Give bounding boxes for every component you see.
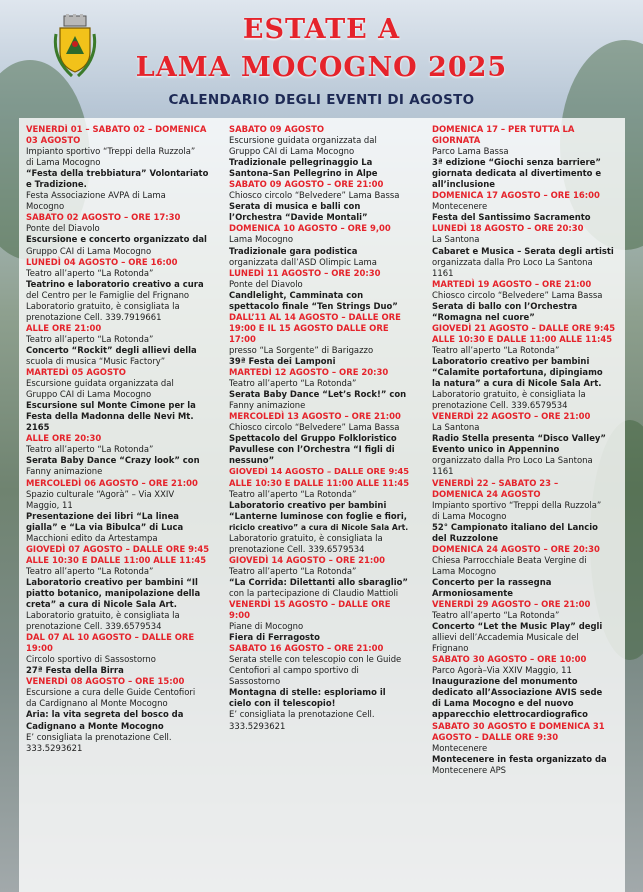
event-info-line: 333.5293621 <box>229 720 286 731</box>
event-date-line: 9:00 <box>229 610 250 621</box>
event-info-line: Gruppo CAI di Lama Mocogno <box>229 146 355 157</box>
event-info-line: Lama Mocogno <box>229 234 294 245</box>
event-title-line: “Festa della trebbiatura” Volontariato <box>26 168 209 179</box>
event-title-line: giornata dedicata al divertimento e <box>432 168 602 179</box>
event-date-line: DOMENICA 17 – PER TUTTA LA <box>432 124 575 134</box>
event-info-line: Maggio, 11 <box>26 499 73 510</box>
event-title-line: 3ª edizione “Giochi senza barriere” <box>432 157 601 168</box>
event-title-line: Laboratorio creativo per bambini “Il <box>26 576 198 587</box>
event-date-line: GIOVEDÌ 14 AGOSTO – ORE 21:00 <box>229 554 386 565</box>
event-title-line: 39ª Festa dei Lamponi <box>229 355 336 366</box>
event-date-line: AGOSTO – DALLE ORE 9:30 <box>432 731 559 742</box>
event-date-line: SABATO 02 AGOSTO – ORE 17:30 <box>26 212 181 223</box>
event-info-line: Festa Associazione AVPA di Lama <box>26 190 166 201</box>
event-title-line: Pavullese con l’Orchestra “I figli di <box>229 444 395 455</box>
event-title-line: all’inclusione <box>432 179 495 190</box>
event-date-line: GIORNATA <box>432 135 481 146</box>
event-info-line: E’ consigliata la prenotazione Cell. <box>229 709 375 720</box>
event-info-line: Laboratorio gratuito, è consigliata la <box>229 532 383 543</box>
event-title-line: 52° Campionato italiano del Lancio <box>432 521 598 532</box>
event-info-line: 333.5293621 <box>26 742 83 753</box>
event-date-line: LUNEDÌ 18 AGOSTO – ORE 20:30 <box>432 223 584 234</box>
event-date-line: SABATO 30 AGOSTO – ORE 10:00 <box>432 654 587 665</box>
event-date-line: MARTEDÌ 05 AGOSTO <box>26 367 126 378</box>
event-date-line: SABATO 09 AGOSTO – ORE 21:00 <box>229 179 384 190</box>
event-date-line: DOMENICA 17 AGOSTO – ORE 16:00 <box>432 190 600 201</box>
event-title-line: gialla” e “La via Bibulca” di Luca <box>26 521 184 532</box>
event-info-line: da Cardignano al Monte Mocogno <box>26 698 168 709</box>
event-title-line: e Tradizione. <box>26 179 87 190</box>
event-title-line: riciclo creativo” a cura di Nicole Sala Art. <box>229 522 409 532</box>
event-info-line: Teatro all’aperto “La Rotonda” <box>26 267 154 278</box>
event-info-line: Circolo sportivo di Sassostorno <box>26 654 156 665</box>
event-info-line: Fanny animazione <box>26 466 103 477</box>
event-info-line: prenotazione Cell. 339.6579534 <box>26 621 162 632</box>
event-title-line: 27ª Festa della Birra <box>26 665 124 676</box>
event-title-line: Festa della Madonna delle Nevi Mt. <box>26 411 194 422</box>
event-date-line: MARTEDÌ 19 AGOSTO – ORE 21:00 <box>432 278 592 289</box>
event-info-line: Ponte del Diavolo <box>26 223 100 234</box>
event-title-line: Evento unico in Appennino <box>432 444 560 455</box>
event-title-line: Serata Baby Dance “Let’s Rock!” con <box>229 389 407 400</box>
event-title-line: Serata di musica e balli con <box>229 201 361 212</box>
event-info-line: 1161 <box>432 466 454 477</box>
event-title-line: Fiera di Ferragosto <box>229 632 320 643</box>
event-date-line: SABATO 16 AGOSTO – ORE 21:00 <box>229 643 384 654</box>
event-info-line: Teatro all’aperto “La Rotonda” <box>229 378 357 389</box>
event-info-line: Laboratorio gratuito, è consigliata la <box>432 389 586 400</box>
event-title-line: Concerto “Rockit” degli allievi della <box>26 344 197 355</box>
event-date-line: ALLE ORE 20:30 <box>26 433 102 444</box>
event-info-line: Macchioni edito da Artestampa <box>26 532 158 543</box>
event-title-line: “Romagna nel cuore” <box>432 311 535 322</box>
event-info-line: Centofiori al campo sportivo di <box>229 665 359 676</box>
event-info-line: organizzato dalla Pro Loco La Santona <box>432 455 593 466</box>
event-info-line: Spazio culturale “Agorà” – Via XXIV <box>26 488 175 499</box>
event-date-line: LUNEDÌ 04 AGOSTO – ORE 16:00 <box>26 256 178 267</box>
event-title-line: del Ruzzolone <box>432 532 499 543</box>
event-info-line: Gruppo CAI di Lama Mocogno <box>26 389 152 400</box>
event-title-line: creta” a cura di Nicole Sala Art. <box>26 599 177 610</box>
event-info-line: scuola di musica “Music Factory” <box>26 355 166 366</box>
event-title-line: Spettacolo del Gruppo Folkloristico <box>229 433 397 444</box>
event-date-line: SABATO 30 AGOSTO E DOMENICA 31 <box>432 720 605 731</box>
event-info-line: prenotazione Cell. 339.6579534 <box>229 543 365 554</box>
event-title-line: Aria: la vita segreta del bosco da <box>26 709 184 720</box>
event-info-line: Piane di Mocogno <box>229 621 304 632</box>
event-date-line: DOMENICA 24 AGOSTO – ORE 20:30 <box>432 543 600 554</box>
event-date-line: DALL’11 AL 14 AGOSTO – DALLE ORE <box>229 311 401 322</box>
events-column-2 <box>229 124 411 892</box>
event-info-line: Fanny animazione <box>229 400 306 411</box>
event-info-line: Gruppo CAI di Lama Mocogno <box>26 245 152 256</box>
event-info-line: Montecenere APS <box>432 764 507 775</box>
event-info-line: E’ consigliata la prenotazione Cell. <box>26 731 172 742</box>
event-info-line: prenotazione Cell. 339.6579534 <box>432 400 568 411</box>
event-date-line: 19:00 <box>26 643 53 654</box>
event-info-line: Impianto sportivo “Treppi della Ruzzola” <box>26 146 196 157</box>
event-info-line: Teatro all’aperto “La Rotonda” <box>229 565 357 576</box>
event-info-line: prenotazione Cell. 339.7919661 <box>26 311 162 322</box>
event-info-line: di Lama Mocogno <box>432 510 507 521</box>
event-title-line: Concerto per la rassegna <box>432 576 552 587</box>
event-title-line: Presentazione dei libri “La linea <box>26 510 179 521</box>
event-title-line: Inaugurazione del monumento <box>432 676 578 687</box>
event-info-line: Teatro all’aperto “La Rotonda” <box>26 333 154 344</box>
event-title-line: Tradizionale gara podistica <box>229 245 358 256</box>
event-date-line: 03 AGOSTO <box>26 135 81 146</box>
event-title-line: cielo con il telescopio! <box>229 698 336 709</box>
subtitle: CALENDARIO DEGLI EVENTI DI AGOSTO <box>168 92 475 108</box>
event-title-line: “Lanterne luminose con foglie e fiori, <box>229 510 407 521</box>
event-info-line: Escursione guidata organizzata dal <box>26 378 174 389</box>
event-info-line: organizzata dall’ASD Olimpic Lama <box>229 256 377 267</box>
event-title-line: nessuno” <box>229 455 275 466</box>
event-date-line: DOMENICA 24 AGOSTO <box>432 488 541 499</box>
event-info-line: con la partecipazione di Claudio Mattioli <box>229 587 399 598</box>
event-date-line: VENERDÌ 22 AGOSTO – ORE 21:00 <box>432 411 591 422</box>
event-info-line: organizzata dalla Pro Loco La Santona <box>432 256 593 267</box>
event-date-line: ALLE 10:30 E DALLE 11:00 ALLE 11:45 <box>26 554 207 565</box>
event-date-line: SABATO 09 AGOSTO <box>229 124 325 134</box>
event-date-line: VENERDÌ 15 AGOSTO – DALLE ORE <box>229 599 391 610</box>
event-info-line: Montecenere <box>432 742 488 753</box>
event-info-line: Frignano <box>432 643 469 654</box>
event-date-line: LUNEDÌ 11 AGOSTO – ORE 20:30 <box>229 267 381 278</box>
event-title-line: spettacolo finale “Ten Strings Duo” <box>229 300 398 311</box>
event-info-line: 1161 <box>432 267 454 278</box>
event-info-line: Laboratorio gratuito, è consigliata la <box>26 610 180 621</box>
events-panel <box>19 118 625 892</box>
event-title-line: Escursione e concerto organizzato dal <box>26 234 207 245</box>
event-date-line: ALLE 10:30 E DALLE 11:00 ALLE 11:45 <box>229 477 410 488</box>
event-info-line: Serata stelle con telescopio con le Guide <box>229 654 402 665</box>
event-title-line: di Lama Mocogno e del nuovo <box>432 698 574 709</box>
event-title-line: “Calamite portafortuna, dipingiamo <box>432 367 603 378</box>
event-info-line: Chiosco circolo “Belvedere” Lama Bassa <box>432 289 603 300</box>
event-date-line: VENERDÌ 29 AGOSTO – ORE 21:00 <box>432 599 591 610</box>
event-title-line: Tradizionale pellegrinaggio La <box>229 157 373 168</box>
event-title-line: l’Orchestra “Davide Montali” <box>229 212 368 223</box>
event-date-line: VENERDÌ 08 AGOSTO – ORE 15:00 <box>26 676 185 687</box>
event-title-line: Laboratorio creativo per bambini <box>432 355 590 366</box>
event-info-line: Teatro all’aperto “La Rotonda” <box>26 565 154 576</box>
event-date-line: ALLE ORE 21:00 <box>26 322 102 333</box>
event-info-line: Lama Mocogno <box>432 565 497 576</box>
event-title-line: 2165 <box>26 422 50 433</box>
event-title-line: Serata Baby Dance “Crazy look” con <box>26 455 200 466</box>
event-info-line: allievi dell’Accademia Musicale del <box>432 632 579 643</box>
event-info-line: Parco Lama Bassa <box>432 146 509 157</box>
event-title-line: Cabaret e Musica – Serata degli artisti <box>432 245 614 256</box>
event-info-line: Montecenere <box>432 201 488 212</box>
event-info-line: Chiosco circolo “Belvedere” Lama Bassa <box>229 190 400 201</box>
event-title-line: Cadignano a Monte Mocogno <box>26 720 164 731</box>
event-info-line: Impianto sportivo “Treppi della Ruzzola” <box>432 499 602 510</box>
event-date-line: MARTEDÌ 12 AGOSTO – ORE 20:30 <box>229 367 389 378</box>
event-title-line: Montagna di stelle: esploriamo il <box>229 687 386 698</box>
event-info-line: Mocogno <box>26 201 65 212</box>
event-info-line: di Lama Mocogno <box>26 157 101 168</box>
event-title-line: Festa del Santissimo Sacramento <box>432 212 591 223</box>
events-column-3 <box>432 124 620 892</box>
events-column-1 <box>26 124 215 892</box>
event-title-line: piatto botanico, manipolazione della <box>26 587 201 598</box>
event-info-line: Teatro all’aperto “La Rotonda” <box>229 488 357 499</box>
event-title-line: apparecchio elettrocardiografico <box>432 709 588 720</box>
event-date-line: VENERDÌ 01 – SABATO 02 – DOMENICA <box>26 124 207 134</box>
event-info-line: Ponte del Diavolo <box>229 278 303 289</box>
event-info-line: La Santona <box>432 234 480 245</box>
event-title-line: la natura” a cura di Nicole Sala Art. <box>432 378 602 389</box>
event-date-line: GIOVEDÌ 07 AGOSTO – DALLE ORE 9:45 <box>26 543 210 554</box>
event-title-line: “La Corrida: Dilettanti allo sbaraglio” <box>229 576 408 587</box>
event-info-line: Chiosco circolo “Belvedere” Lama Bassa <box>229 422 400 433</box>
header <box>0 0 643 118</box>
event-title-line: dedicato all’Associazione AVIS sede <box>432 687 603 698</box>
event-title-line: Montecenere in festa organizzato da <box>432 753 607 764</box>
event-date-line: ALLE 10:30 E DALLE 11:00 ALLE 11:45 <box>432 333 613 344</box>
event-date-line: VENERDÌ 22 – SABATO 23 – <box>432 477 559 488</box>
event-info-line: Teatro all’aperto “La Rotonda” <box>432 344 560 355</box>
event-info-line: Parco Agorà–Via XXIV Maggio, 11 <box>432 665 572 676</box>
event-title-line: Candlelight, Camminata con <box>229 289 364 300</box>
title-line-1: ESTATE A <box>242 14 401 45</box>
event-info-line: Chiesa Parrocchiale Beata Vergine di <box>432 554 587 565</box>
event-info-line: Teatro all’aperto “La Rotonda” <box>432 610 560 621</box>
event-info-line: del Centro per le Famiglie del Frignano <box>26 289 190 300</box>
event-info-line: Sassostorno <box>229 676 281 687</box>
event-date-line: 19:00 E IL 15 AGOSTO DALLE ORE <box>229 322 389 333</box>
event-date-line: DAL 07 AL 10 AGOSTO – DALLE ORE <box>26 632 195 643</box>
event-info-line: presso “La Sorgente” di Barigazzo <box>229 344 374 355</box>
event-info-line: Escursione a cura delle Guide Centofiori <box>26 687 196 698</box>
event-info-line: Laboratorio gratuito, è consigliata la <box>26 300 180 311</box>
title-line-2: LAMA MOCOGNO 2025 <box>135 52 508 83</box>
event-title-line: Armoniosamente <box>432 587 513 598</box>
event-title-line: Radio Stella presenta “Disco Valley” <box>432 433 606 444</box>
event-date-line: GIOVEDÌ 14 AGOSTO – DALLE ORE 9:45 <box>229 466 410 477</box>
event-title-line: Escursione sul Monte Cimone per la <box>26 400 196 411</box>
event-title-line: Laboratorio creativo per bambini <box>229 499 387 510</box>
event-info-line: Teatro all’aperto “La Rotonda” <box>26 444 154 455</box>
event-title-line: Santona–San Pellegrino in Alpe <box>229 168 378 179</box>
event-title-line: Serata di ballo con l’Orchestra <box>432 300 578 311</box>
event-date-line: 17:00 <box>229 333 256 344</box>
event-date-line: MERCOLEDÌ 06 AGOSTO – ORE 21:00 <box>26 477 198 488</box>
event-title-line: Teatrino e laboratorio creativo a cura <box>26 278 204 289</box>
event-date-line: MERCOLEDÌ 13 AGOSTO – ORE 21:00 <box>229 411 401 422</box>
event-date-line: DOMENICA 10 AGOSTO – ORE 9,00 <box>229 223 391 234</box>
event-info-line: La Santona <box>432 422 480 433</box>
event-title-line: Concerto “Let the Music Play” degli <box>432 621 603 632</box>
event-info-line: Escursione guidata organizzata dal <box>229 135 377 146</box>
event-date-line: GIOVEDÌ 21 AGOSTO – DALLE ORE 9:45 <box>432 322 616 333</box>
